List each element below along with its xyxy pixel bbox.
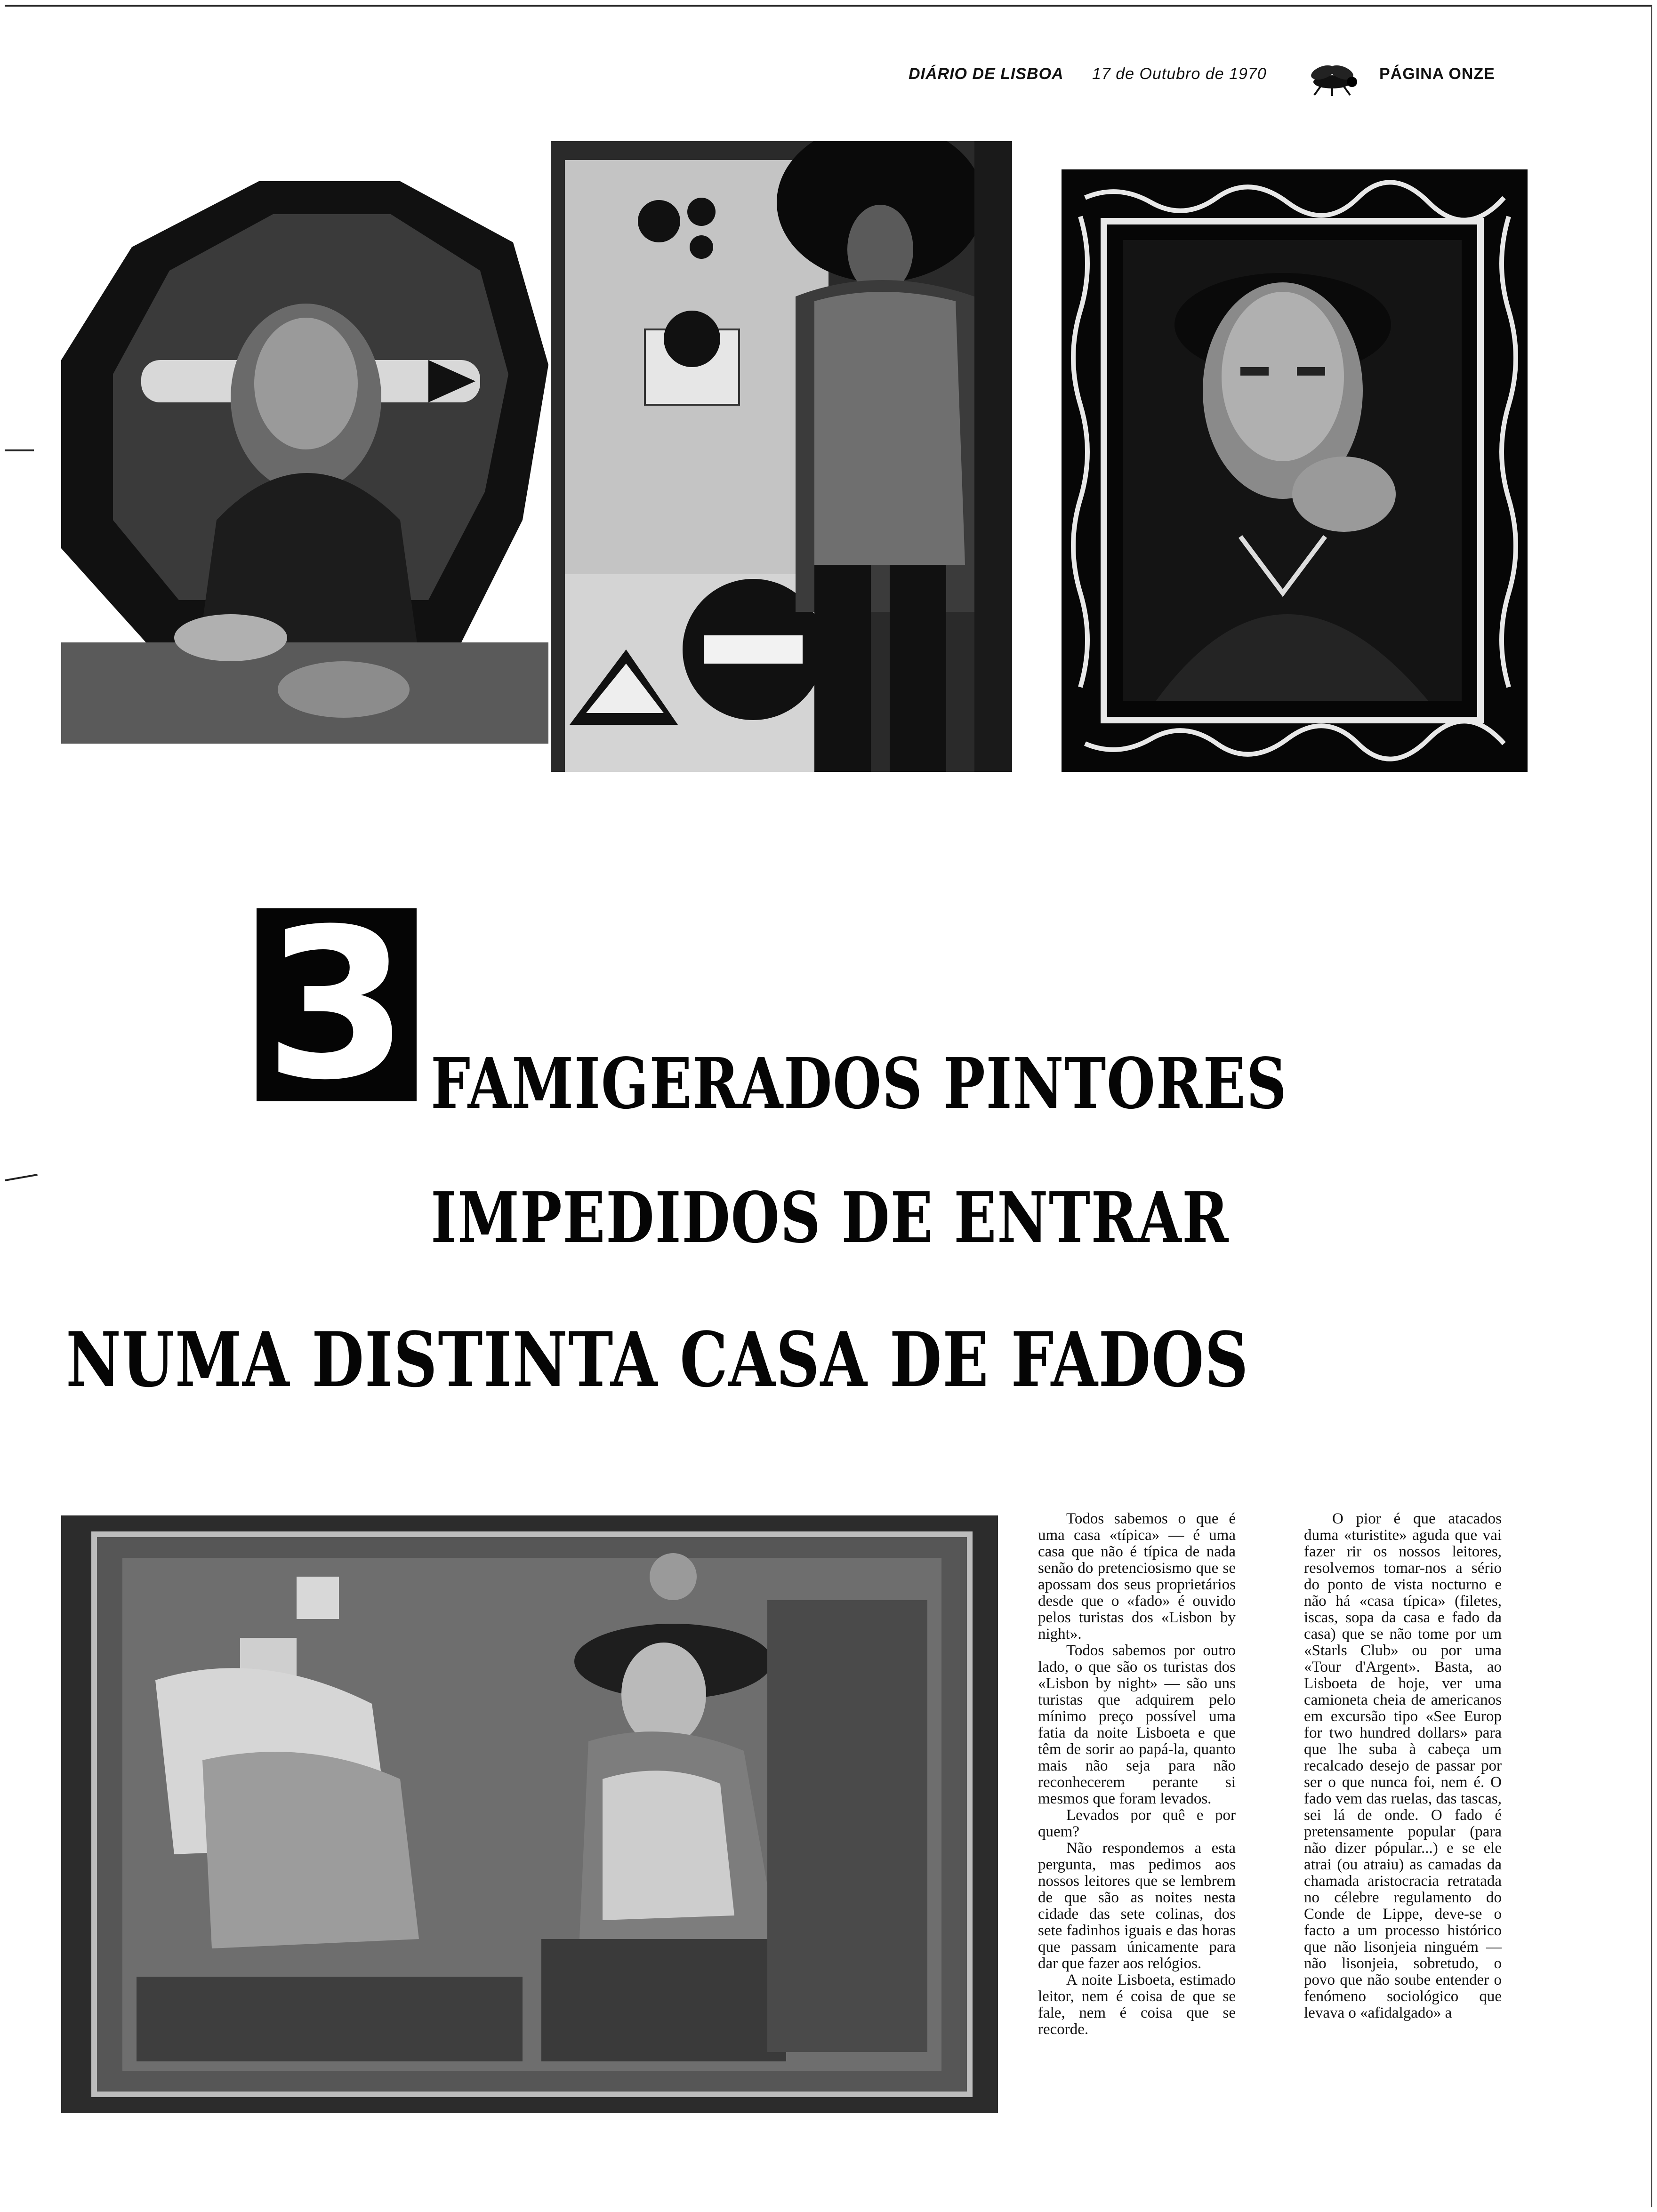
article-paragraph: Todos sabemos o que é uma casa «típica» — é uma casa que não é típica de nada senão do pretenciosismo que se apossam dos seus proprietários desde que o «fado» é ouvido pelos turistas dos «Lisbon by night». <box>1038 1510 1236 1643</box>
masthead <box>909 60 1511 88</box>
newspaper-name: DIÁRIO DE LISBOA <box>909 65 1064 83</box>
headline-number-block: 3 <box>257 908 417 1101</box>
issue-date: 17 de Outubro de 1970 <box>1092 65 1267 83</box>
photo-painter-with-sign <box>61 162 548 744</box>
headline-line-2: IMPEDIDOS DE ENTRAR <box>431 1177 1230 1258</box>
article-column-2 <box>1304 1511 1502 2021</box>
article-paragraph: O pior é que atacados duma «turistite» aguda que vai fazer rir os nossos leitores, resolvemos tomar-nos a sério do ponto de vista nocturno e não há «casa típica» (filetes, iscas, sopa da casa e fado da casa) que se não tome por um «Starls Club» ou por uma «Tour d'Argent». Basta, ao Lisboeta de hoje, ver uma camioneta cheia de americanos em excursão tipo «See Europ for two hundred dollars» para que lhe suba à cabeça um recalcado desejo de passar por ser o que nunca foi, nem é. O fado vem das ruelas, das tascas, sei lá de onde. O fado é pretensamente popular (para não dizer pópular...) e se ele atrai (ou atraiu) as camadas da chamada aristocracia retratada no célebre regulamento do Conde de Lippe, deve-se o facto a um processo histórico que não lisonjeia ninguém — não lisonjeia, sobretudo, o povo que não soube entender o fenómeno sociológico que levava o «afidalgado» a <box>1304 1510 1502 2021</box>
article-paragraph: Não respondemos a esta pergunta, mas pedimos aos nossos leitores que se lembrem de que são as noites nesta cidade das sete colinas, dos sete fadinhos iguais e das horas que passam únicamente para dar que fazer aos relógios. <box>1038 1840 1236 1972</box>
article-paragraph: A noite Lisboeta, estimado leitor, nem é coisa de que se fale, nem é coisa que se recorde. <box>1038 1972 1236 2038</box>
margin-mark <box>5 449 34 451</box>
fly-icon <box>1295 60 1370 98</box>
photo-painter-in-costume <box>551 141 1012 772</box>
article-paragraph: Todos sabemos por outro lado, o que são os turistas dos «Lisbon by night» — são uns turistas que adquirem pelo mínimo preço possível uma fatia da noite Lisboeta e que têm de sorir ao papá-la, quanto mais não seja para não reconhecerem perante si mesmos que foram levados. <box>1038 1642 1236 1807</box>
photo-fado-house-interior <box>61 1515 998 2113</box>
article-paragraph: Levados por quê e por quem? <box>1038 1807 1236 1840</box>
headline-line-3: NUMA DISTINTA CASA DE FADOS <box>66 1315 1249 1404</box>
photo-painter-in-frame <box>1062 169 1528 772</box>
article-column-1 <box>1038 1511 1236 2038</box>
headline-line-1: FAMIGERADOS PINTORES <box>431 1042 1287 1124</box>
page-label: PÁGINA ONZE <box>1379 65 1495 83</box>
